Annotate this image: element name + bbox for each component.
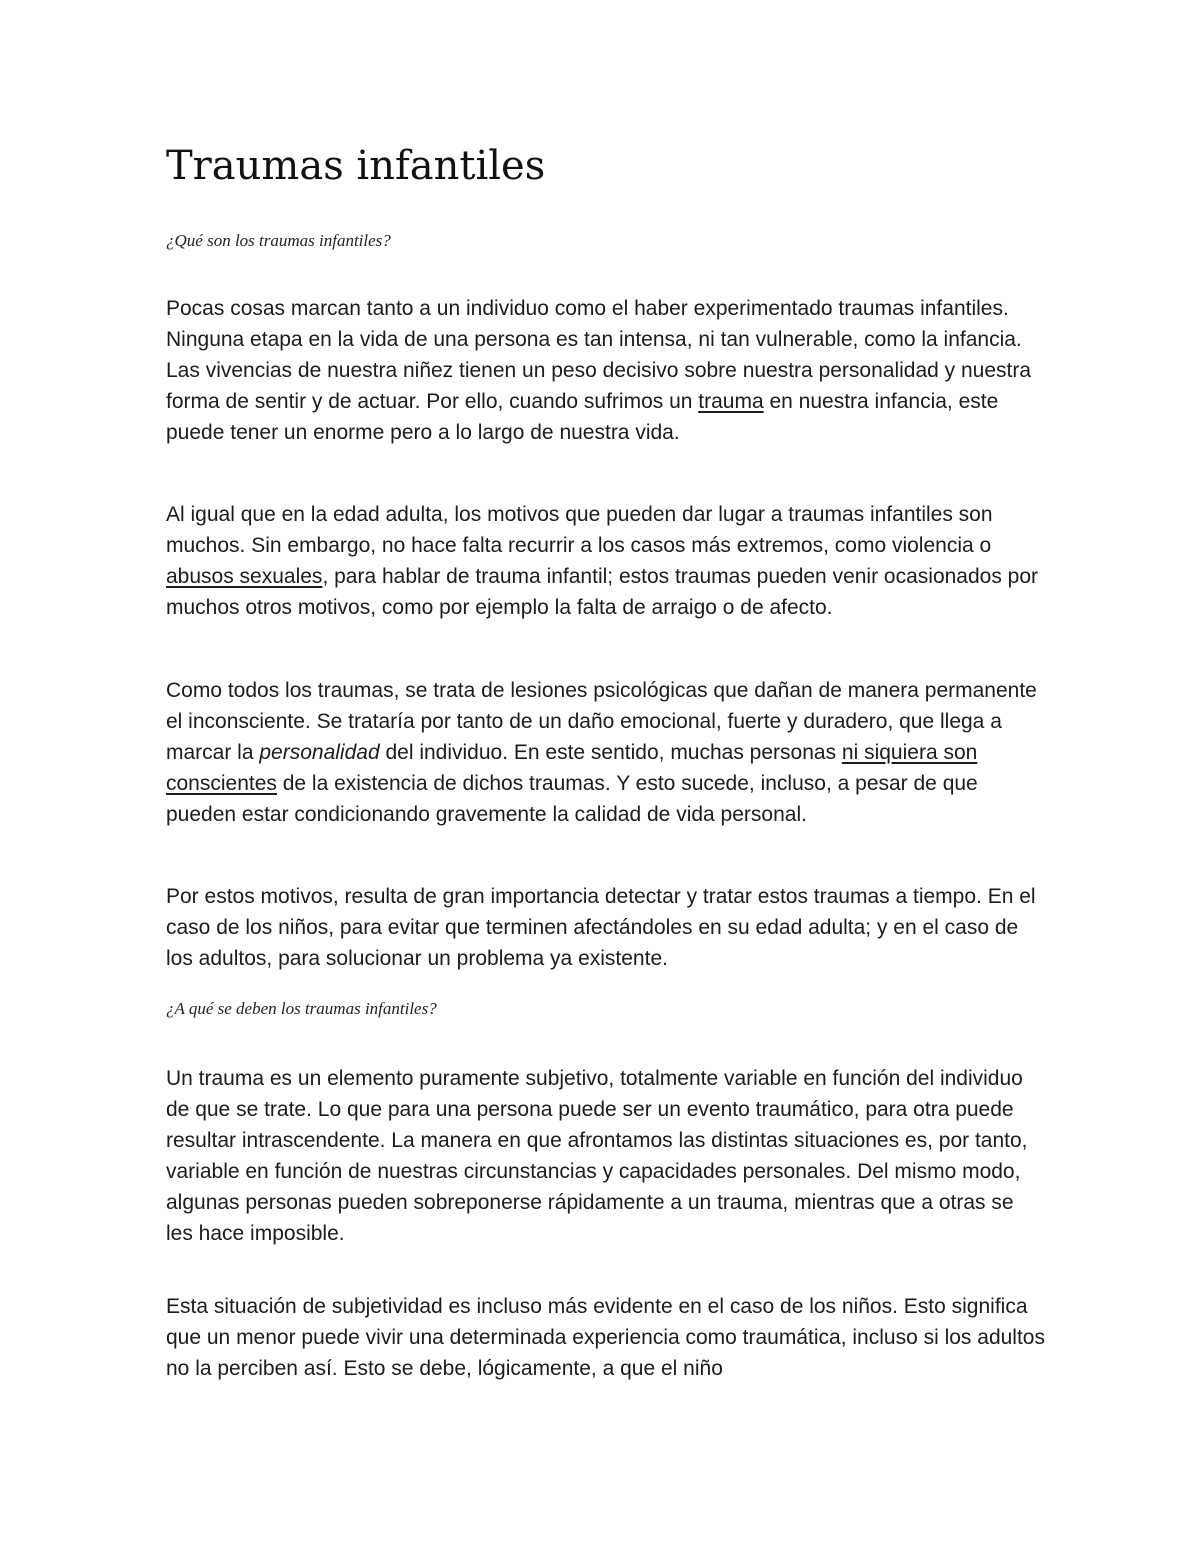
link-trauma[interactable]: trauma	[698, 390, 764, 413]
subheading-what-are: ¿Qué son los traumas infantiles?	[166, 231, 391, 250]
paragraph-5: Un trauma es un elemento puramente subjetivo, totalmente variable en función del individuo de que se trate. Lo que para una persona puede ser un evento traumático, para otra puede resultar intrascendente. La manera en que afrontamos las distintas situaciones es, por tanto, variable en función de nuestras circunstancias y capacidades personales. Del mismo modo, algunas personas pueden sobreponerse rápidamente a un trauma, mientras que a otras se les hace imposible.	[166, 1067, 1028, 1245]
paragraph-3	[166, 675, 1046, 830]
paragraph-2-text-b: , para hablar de trauma infantil; estos traumas pueden venir ocasionados por muchos otros motivos, como por ejemplo la falta de arraigo o de afecto.	[166, 565, 1039, 619]
paragraph-3-text-b: del individuo. En este sentido, muchas personas	[379, 741, 842, 764]
paragraph-2-text-a: Al igual que en la edad adulta, los motivos que pueden dar lugar a traumas infantiles son muchos. Sin embargo, no hace falta recurrir a los casos más extremos, como violencia o	[166, 503, 993, 557]
paragraph-1	[166, 293, 1046, 448]
paragraph-4: Por estos motivos, resulta de gran importancia detectar y tratar estos traumas a tiempo. En el caso de los niños, para evitar que terminen afectándoles en su edad adulta; y en el caso de los adultos, para solucionar un problema ya existente.	[166, 885, 1036, 970]
link-abusos-sexuales[interactable]: abusos sexuales	[166, 565, 323, 588]
emphasis-personalidad: personalidad	[259, 741, 380, 764]
paragraph-3-text-a: Como todos los traumas, se trata de lesiones psicológicas que dañan de manera permanente el inconsciente. Se trataría por tanto de un daño emocional, fuerte y duradero, que llega a marcar la	[166, 679, 1037, 764]
paragraph-1-text-a: Pocas cosas marcan tanto a un individuo como el haber experimentado traumas infantiles. Ninguna etapa en la vida de una persona es tan intensa, ni tan vulnerable, como la infancia. Las vivencias de nuestra niñez tienen un peso decisivo sobre nuestra personalidad y nuestra forma de sentir y de actuar. Por ello, cuando sufrimos un	[166, 297, 1032, 413]
paragraph-2	[166, 499, 1046, 623]
link-ni-siquiera-son-conscientes[interactable]: ni siquiera son conscientes	[166, 741, 978, 795]
document-title: Traumas infantiles	[166, 143, 546, 189]
paragraph-3-text-c: de la existencia de dichos traumas. Y esto sucede, incluso, a pesar de que pueden estar condicionando gravemente la calidad de vida personal.	[166, 772, 978, 826]
paragraph-1-text-b: en nuestra infancia, este puede tener un enorme pero a lo largo de nuestra vida.	[166, 390, 999, 444]
subheading-causes: ¿A qué se deben los traumas infantiles?	[166, 999, 437, 1018]
paragraph-6: Esta situación de subjetividad es incluso más evidente en el caso de los niños. Esto significa que un menor puede vivir una determinada experiencia como traumática, incluso si los adultos no la perciben así. Esto se debe, lógicamente, a que el niño	[166, 1295, 1045, 1380]
